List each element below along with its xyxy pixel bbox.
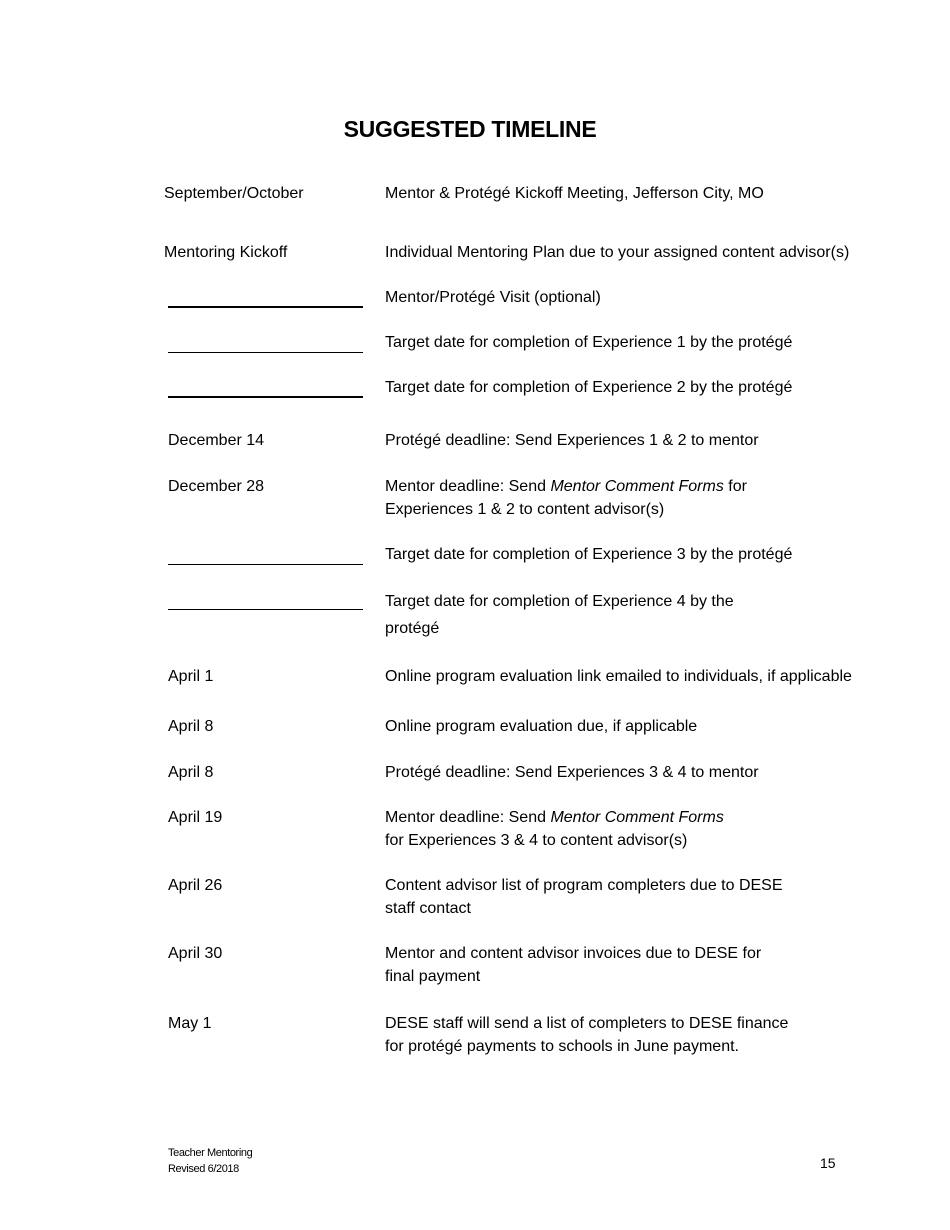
form-name: Mentor Comment Forms [550, 478, 724, 495]
timeline-date: April 19 [168, 809, 223, 826]
timeline-description: Mentor deadline: Send Mentor Comment Forms for Experiences 1 & 2 to content advisor(s) [385, 478, 747, 518]
page-number: 15 [820, 1155, 836, 1171]
timeline-description: DESE staff will send a list of completers to DESE finance for protégé payments to schools in June payment. [385, 1015, 789, 1055]
timeline-description: Protégé deadline: Send Experiences 3 & 4 to mentor [385, 764, 759, 781]
timeline-date: Mentoring Kickoff [164, 244, 288, 261]
timeline-date: April 26 [168, 877, 223, 894]
timeline-description: Online program evaluation link emailed to individuals, if applicable [385, 668, 852, 685]
date-blank-line [168, 609, 363, 610]
date-blank-line [168, 352, 363, 353]
timeline-description: Content advisor list of program completers due to DESE staff contact [385, 877, 783, 917]
footer-doc-info [168, 1145, 252, 1177]
form-name: Mentor Comment Forms [550, 809, 724, 826]
date-blank-line [168, 564, 363, 565]
timeline-date: April 8 [168, 764, 214, 781]
timeline-date: December 28 [168, 478, 265, 495]
timeline-description: Mentor & Protégé Kickoff Meeting, Jefferson City, MO [385, 185, 764, 202]
timeline-date: September/October [164, 185, 304, 202]
date-blank-line [168, 306, 363, 308]
timeline-date: May 1 [168, 1015, 212, 1032]
page-title: SUGGESTED TIMELINE [343, 116, 597, 142]
timeline-description: Individual Mentoring Plan due to your assigned content advisor(s) [385, 244, 850, 261]
timeline-date: April 1 [168, 668, 214, 685]
footer-revision: Revised 6/2018 [168, 1163, 239, 1175]
timeline-description: Online program evaluation due, if applicable [385, 718, 698, 735]
timeline-description: Target date for completion of Experience 3 by the protégé [385, 546, 793, 563]
timeline-description: Mentor and content advisor invoices due to DESE for final payment [385, 945, 762, 985]
footer-doc-title: Teacher Mentoring [168, 1147, 253, 1159]
date-blank-line [168, 396, 363, 398]
timeline-date: April 8 [168, 718, 214, 735]
timeline-description: Target date for completion of Experience 1 by the protégé [385, 334, 793, 351]
timeline-date: December 14 [168, 432, 265, 449]
timeline-date: April 30 [168, 945, 223, 962]
timeline-description: Target date for completion of Experience 2 by the protégé [385, 379, 793, 396]
timeline-description: Mentor deadline: Send Mentor Comment Forms for Experiences 3 & 4 to content advisor(s) [385, 809, 724, 849]
timeline-description: Mentor/Protégé Visit (optional) [385, 289, 601, 306]
timeline-description: Target date for completion of Experience 4 by the protégé [385, 593, 734, 637]
timeline-description: Protégé deadline: Send Experiences 1 & 2 to mentor [385, 432, 759, 449]
